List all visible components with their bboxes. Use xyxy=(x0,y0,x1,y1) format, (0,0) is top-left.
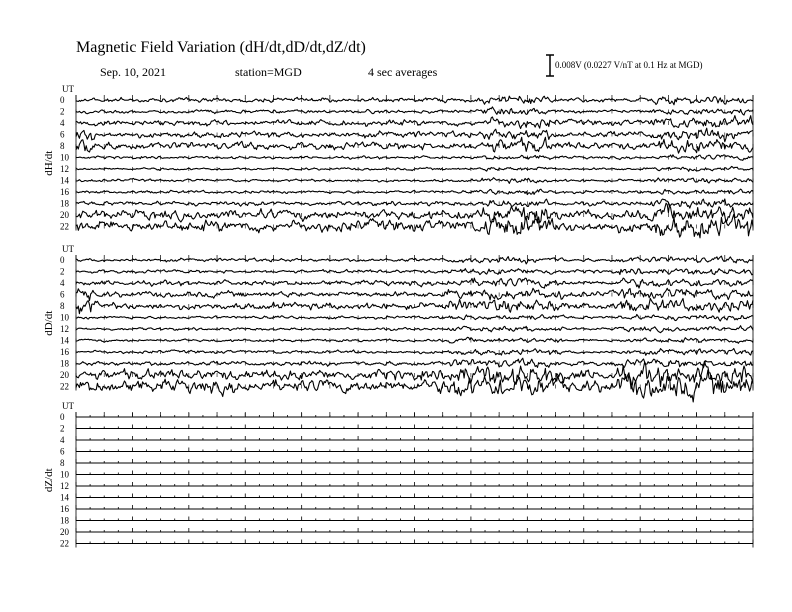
hour-label: 18 xyxy=(60,515,69,526)
panel-ylabel: dH/dt xyxy=(43,150,55,176)
station-label: station=MGD xyxy=(235,65,302,79)
panel-ylabel: dZ/dt xyxy=(43,468,55,493)
hour-label: 2 xyxy=(60,106,65,117)
hour-label: 12 xyxy=(60,164,69,174)
chart-title: Magnetic Field Variation (dH/dt,dD/dt,dZ/dt) xyxy=(76,39,366,56)
ut-axis-label: UT xyxy=(62,84,74,94)
hour-label: 4 xyxy=(60,278,65,288)
hour-label: 16 xyxy=(60,504,69,514)
averaging-label: 4 sec averages xyxy=(368,65,438,79)
hour-label: 6 xyxy=(60,289,65,300)
hour-label: 8 xyxy=(60,141,65,151)
hour-label: 0 xyxy=(60,95,65,105)
hour-label: 10 xyxy=(60,152,69,163)
hour-label: 10 xyxy=(60,312,69,323)
hour-label: 4 xyxy=(60,435,65,445)
hour-label: 14 xyxy=(60,492,69,503)
hour-label: 16 xyxy=(60,347,69,357)
ut-axis-label: UT xyxy=(62,401,74,411)
hour-label: 16 xyxy=(60,187,69,197)
date-label: Sep. 10, 2021 xyxy=(100,65,166,79)
ut-axis-label: UT xyxy=(62,244,74,254)
hour-label: 20 xyxy=(60,370,69,380)
hour-label: 10 xyxy=(60,469,69,480)
hour-label: 18 xyxy=(60,198,69,209)
hour-label: 0 xyxy=(60,412,65,422)
hour-label: 14 xyxy=(60,335,69,346)
hour-label: 2 xyxy=(60,266,65,277)
hour-label: 0 xyxy=(60,255,65,265)
hour-label: 22 xyxy=(60,381,69,392)
hour-label: 6 xyxy=(60,446,65,457)
hour-label: 4 xyxy=(60,118,65,128)
scale-label: 0.008V (0.0227 V/nT at 0.1 Hz at MGD) xyxy=(555,60,703,70)
hour-label: 8 xyxy=(60,458,65,468)
hour-label: 2 xyxy=(60,423,65,434)
hour-label: 6 xyxy=(60,129,65,140)
hour-label: 18 xyxy=(60,358,69,369)
hour-label: 22 xyxy=(60,221,69,232)
hour-label: 12 xyxy=(60,481,69,491)
hour-label: 20 xyxy=(60,527,69,537)
hour-label: 8 xyxy=(60,301,65,311)
panel-ylabel: dD/dt xyxy=(43,310,55,336)
hour-label: 12 xyxy=(60,324,69,334)
hour-label: 20 xyxy=(60,210,69,220)
hour-label: 14 xyxy=(60,175,69,186)
hour-label: 22 xyxy=(60,538,69,549)
